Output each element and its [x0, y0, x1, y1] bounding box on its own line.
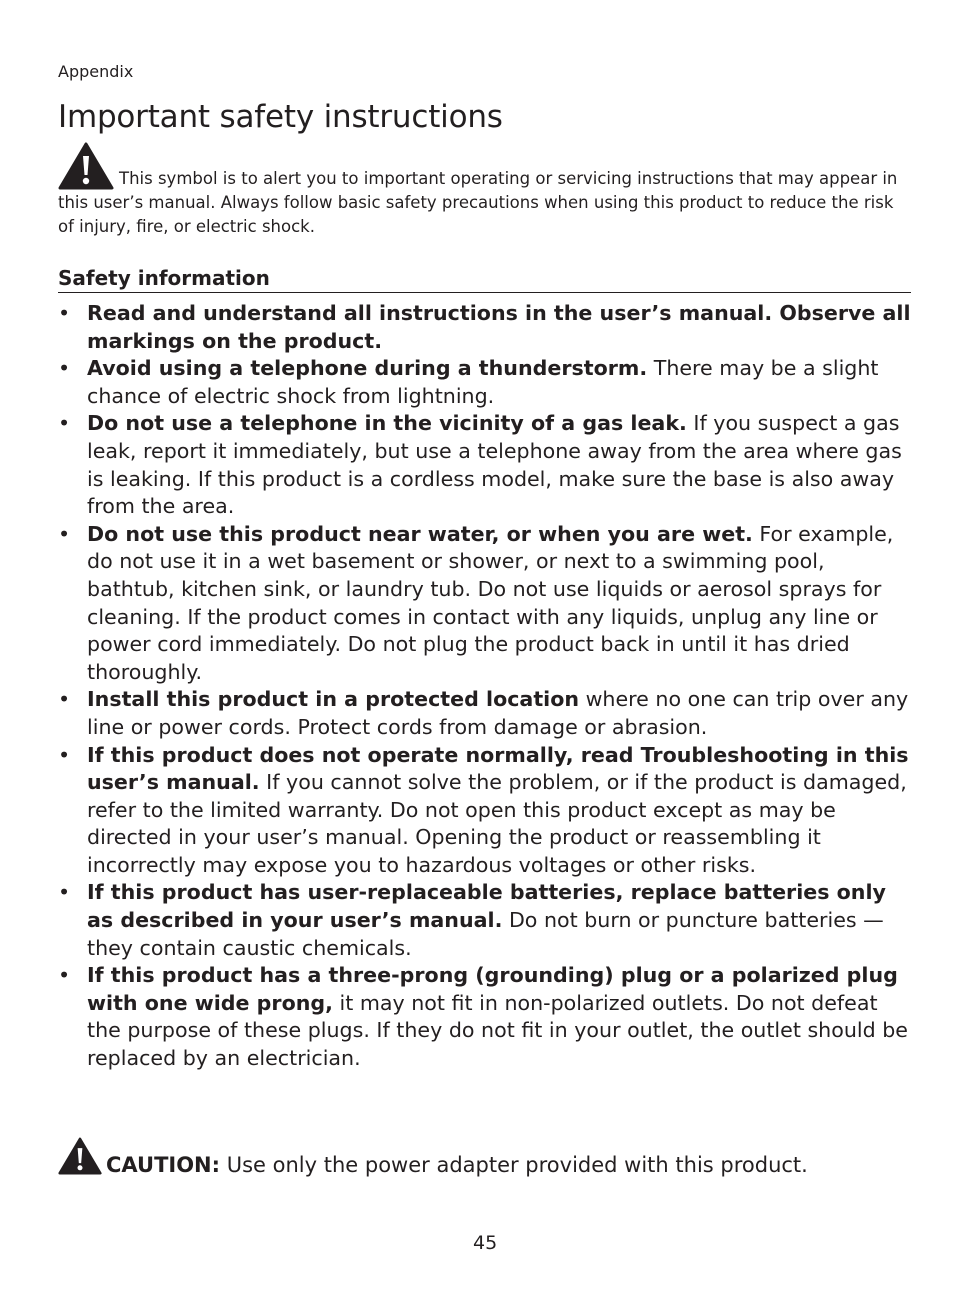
safety-item [58, 742, 911, 880]
safety-item [58, 879, 911, 962]
safety-item-lead: If this product has user-replaceable batteries, replace batteries only as described in your user’s manual. [87, 880, 886, 933]
safety-item-lead: If this product has a three-prong (grounding) plug or a polarized plug with one wide prong, [87, 963, 898, 1015]
safety-item [58, 962, 911, 1072]
safety-item-text: where no one can trip over any line or power cords. Protect cords from damage or abrasion. [87, 687, 909, 739]
bullet: • [58, 742, 71, 767]
warning-triangle-icon [58, 1136, 102, 1176]
section-label: Appendix [58, 62, 134, 81]
bullet: • [58, 356, 71, 381]
safety-item [58, 410, 911, 520]
safety-item-text: For example, do not use it in a wet basement or shower, or next to a swimming pool, bathtub, kitchen sink, or laundry tub. Do not use liquids or aerosol sprays for cleaning. If the product comes in contact with any liquids, unplug any line or power cord immediately. Do not plug the product back in until it has dried thoroughly. [87, 521, 894, 684]
bullet: • [58, 963, 71, 988]
caution-note [58, 1136, 808, 1180]
page-number: 45 [473, 1232, 498, 1254]
safety-item-lead: If this product does not operate normally, read Troubleshooting in this user’s manual. [87, 742, 909, 795]
safety-item-lead: Avoid using a telephone during a thunderstorm. [87, 356, 648, 381]
warning-triangle-icon [58, 142, 114, 190]
safety-item-text: If you suspect a gas leak, report it immediately, but use a telephone away from the area where gas is leaking. If this product is a cordless model, make sure the base is also away from the area. [87, 411, 902, 519]
bullet: • [58, 301, 71, 325]
intro-paragraph [58, 142, 911, 239]
bullet: • [58, 880, 71, 905]
bullet: • [58, 687, 71, 712]
bullet: • [58, 521, 71, 546]
safety-item-lead: Do not use this product near water, or when you are wet. [87, 521, 753, 546]
page-title: Important safety instructions [58, 99, 503, 135]
bullet: • [58, 411, 71, 436]
caution-label: CAUTION: [106, 1153, 221, 1177]
safety-item [58, 521, 911, 687]
safety-item-text: If you cannot solve the problem, or if the product is damaged, refer to the limited warranty. Do not open this product except as may be directed in your user’s manual. Opening the product or reassembling it incorrectly may expose you to hazardous voltages or other risks. [87, 770, 907, 877]
safety-item [58, 686, 911, 741]
safety-list [58, 300, 911, 1073]
safety-item-text: it may not fit in non-polarized outlets. Do not defeat the purpose of these plugs. If they do not fit in your outlet, the outlet should be replaced by an electrician. [87, 990, 908, 1071]
safety-item-lead: Do not use a telephone in the vicinity of a gas leak. [87, 411, 687, 436]
intro-text: This symbol is to alert you to important operating or servicing instructions that may appear in this user’s manual. Always follow basic safety precautions when using this product to reduce the risk of injury, fire, or electric shock. [58, 169, 898, 236]
safety-item-lead: Read and understand all instructions in the user’s manual. Observe all markings on the product. [87, 301, 911, 353]
safety-item-text: There may be a slight chance of electric shock from lightning. [87, 356, 879, 408]
safety-item-text: Do not burn or puncture batteries — they contain caustic chemicals. [87, 908, 884, 960]
caution-text: Use only the power adapter provided with this product. [220, 1153, 808, 1177]
safety-item-lead: Install this product in a protected location [87, 687, 580, 712]
safety-item [58, 300, 911, 355]
safety-heading: Safety information [58, 266, 911, 293]
safety-item [58, 355, 911, 410]
